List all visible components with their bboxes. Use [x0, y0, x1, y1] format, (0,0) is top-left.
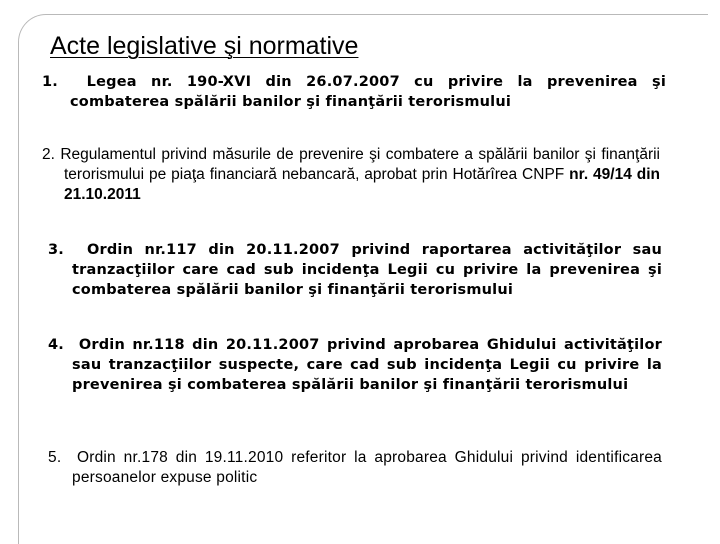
list-item-number: 1. [42, 74, 58, 90]
list-item-text: Regulamentul privind măsurile de prevenire şi combatere a spălării banilor şi finanţării terorismului pe piaţa financiară nebancară, aprobat prin Hotărîrea CNPF [60, 146, 660, 183]
list-item-number: 4. [48, 337, 64, 353]
list-item-5 [48, 448, 662, 488]
list-item-text: Legea nr. 190-XVI din 26.07.2007 cu privire la prevenirea şi combaterea spălării banilor şi finanţării terorismului [70, 74, 666, 110]
list-item-text: Ordin nr.117 din 20.11.2007 privind raportarea activităţilor sau tranzacţiilor care cad sub incidenţa Legii cu privire la prevenirea şi combaterea spălării banilor şi finanţării terorismului [72, 242, 662, 298]
list-item-2 [42, 145, 660, 205]
list-item-text: Ordin nr.178 din 19.11.2010 referitor la aprobarea Ghidului privind identificarea persoanelor expuse politic [72, 449, 662, 486]
list-item-3 [48, 240, 662, 300]
list-item-1 [42, 72, 666, 112]
list-item-number: 2. [42, 146, 55, 163]
page-title: Acte legislative şi normative [50, 32, 359, 60]
list-item-text-bold: nr. 49/14 din 21.10.2011 [64, 166, 660, 203]
list-item-text: Ordin nr.118 din 20.11.2007 privind aprobarea Ghidului activităţilor sau tranzacţiilor suspecte, care cad sub incidenţa Legii cu privire la prevenirea şi combaterea spălării banilor şi finanţării terorismului [72, 337, 662, 393]
list-item-4 [48, 335, 662, 395]
list-item-number: 3. [48, 242, 64, 258]
list-item-number: 5. [48, 449, 62, 466]
